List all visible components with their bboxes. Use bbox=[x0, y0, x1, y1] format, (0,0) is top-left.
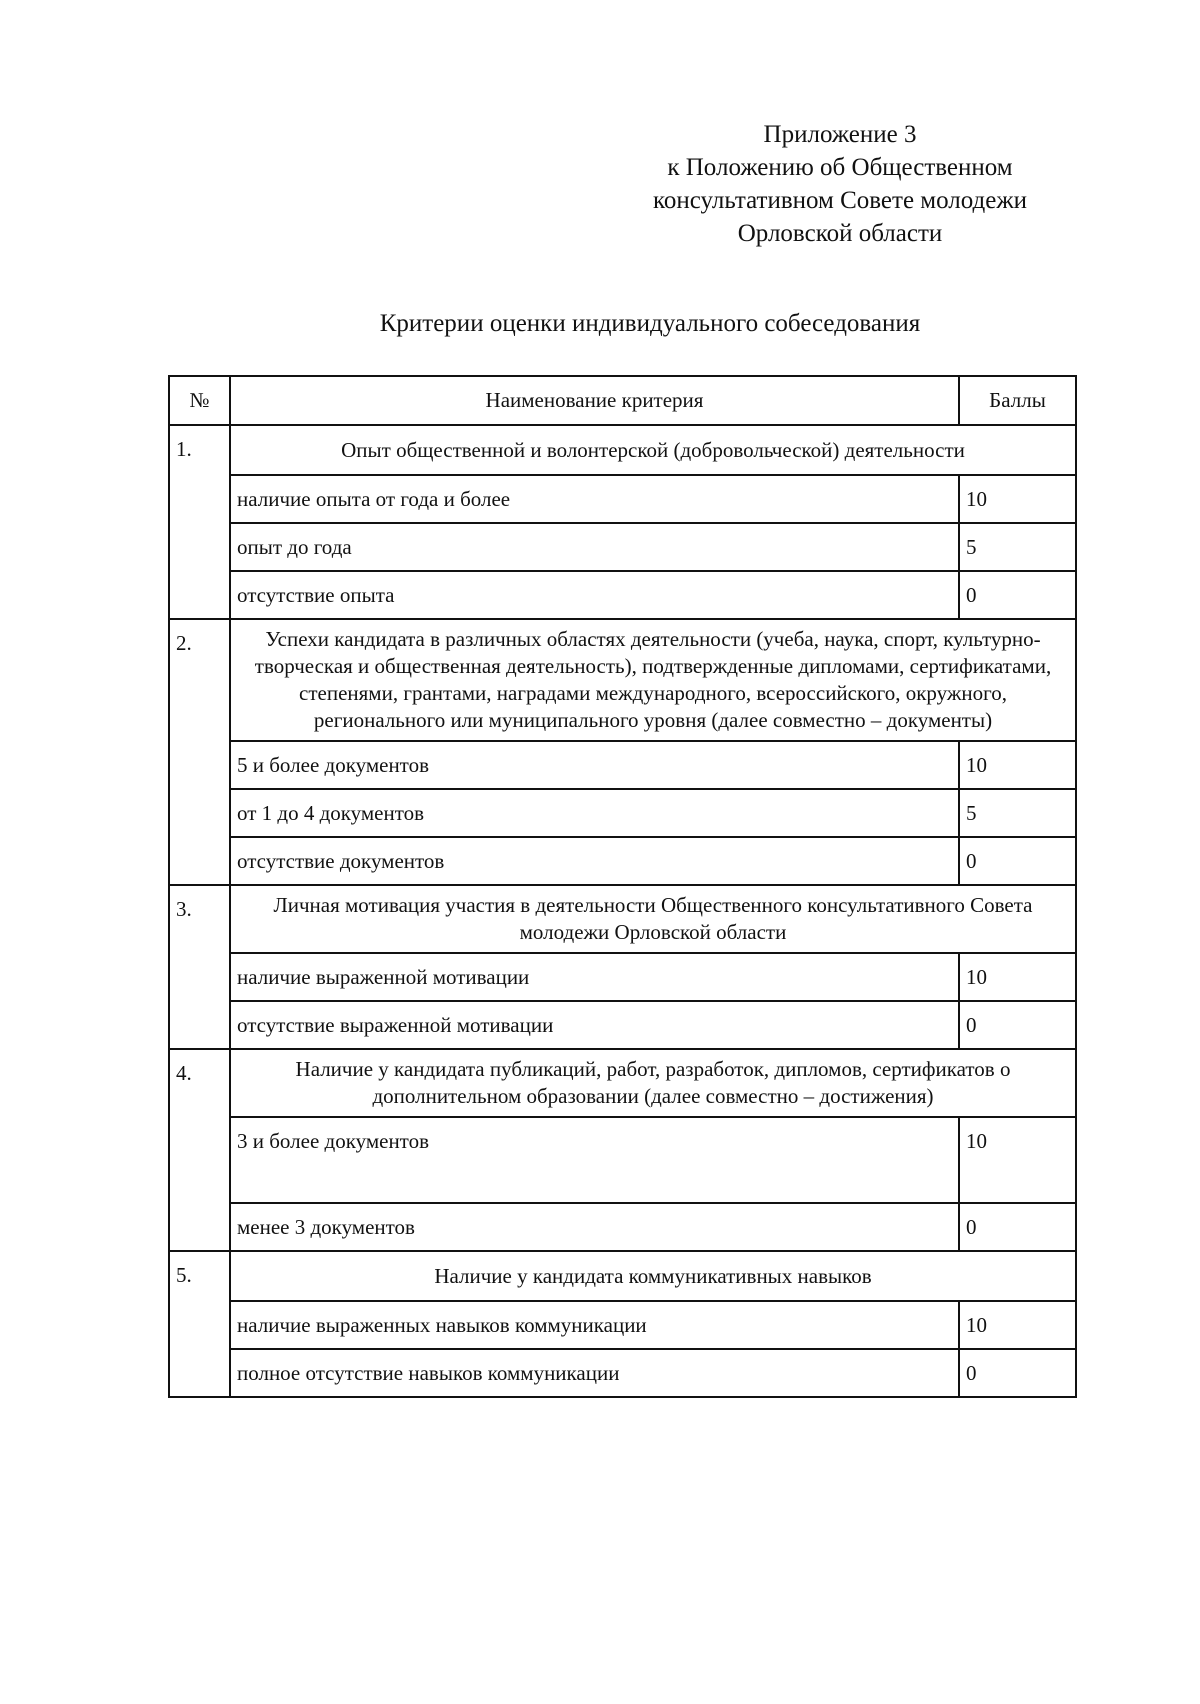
appendix-line: к Положению об Общественном bbox=[667, 154, 1013, 181]
option-points: 5 bbox=[959, 523, 1076, 571]
option-row bbox=[169, 1203, 1076, 1251]
document-title: Критерии оценки индивидуального собеседования bbox=[379, 310, 921, 337]
option-row bbox=[169, 1001, 1076, 1049]
option-points: 0 bbox=[959, 837, 1076, 885]
option-points: 10 bbox=[959, 953, 1076, 1001]
criterion-number: 5. bbox=[169, 1251, 230, 1397]
option-label: 5 и более документов bbox=[230, 741, 959, 789]
appendix-line: Орловской области bbox=[737, 220, 943, 247]
option-label: наличие выраженной мотивации bbox=[230, 953, 959, 1001]
option-label: отсутствие опыта bbox=[230, 571, 959, 619]
criterion-title: Успехи кандидата в различных областях деятельности (учеба, наука, спорт, культурно-творческая и общественная деятельность), подтвержденные дипломами, сертификатами, степенями, грантами, наградами международного, всероссийского, окружного, регионального или муниципального уровня (далее совместно – документы) bbox=[230, 619, 1076, 741]
criteria-table bbox=[168, 375, 1077, 1398]
criterion-number: 1. bbox=[169, 425, 230, 619]
option-points: 0 bbox=[959, 1349, 1076, 1397]
option-row bbox=[169, 789, 1076, 837]
option-label: опыт до года bbox=[230, 523, 959, 571]
option-row bbox=[169, 837, 1076, 885]
option-row bbox=[169, 953, 1076, 1001]
criterion-title: Личная мотивация участия в деятельности Общественного консультативного Совета молодежи Орловской области bbox=[230, 885, 1076, 953]
criterion-number: 3. bbox=[169, 885, 230, 1049]
criterion-group-row bbox=[169, 1251, 1076, 1301]
criterion-title: Наличие у кандидата публикаций, работ, разработок, дипломов, сертификатов о дополнительном образовании (далее совместно – достижения) bbox=[230, 1049, 1076, 1117]
option-label: отсутствие выраженной мотивации bbox=[230, 1001, 959, 1049]
criterion-number: 2. bbox=[169, 619, 230, 885]
header-criterion-name: Наименование критерия bbox=[230, 376, 959, 425]
option-points: 0 bbox=[959, 1001, 1076, 1049]
option-label: 3 и более документов bbox=[230, 1117, 959, 1203]
appendix-line: Приложение 3 bbox=[763, 121, 917, 148]
option-row bbox=[169, 1301, 1076, 1349]
appendix-line: консультативном Совете молодежи bbox=[652, 187, 1028, 214]
option-row bbox=[169, 741, 1076, 789]
criterion-title: Опыт общественной и волонтерской (добровольческой) деятельности bbox=[230, 425, 1076, 475]
option-label: от 1 до 4 документов bbox=[230, 789, 959, 837]
option-label: наличие опыта от года и более bbox=[230, 475, 959, 523]
option-label: менее 3 документов bbox=[230, 1203, 959, 1251]
option-points: 10 bbox=[959, 1117, 1076, 1203]
option-label: наличие выраженных навыков коммуникации bbox=[230, 1301, 959, 1349]
option-label: полное отсутствие навыков коммуникации bbox=[230, 1349, 959, 1397]
option-points: 0 bbox=[959, 1203, 1076, 1251]
criterion-group-row bbox=[169, 619, 1076, 741]
option-points: 0 bbox=[959, 571, 1076, 619]
criterion-number: 4. bbox=[169, 1049, 230, 1251]
table-header-row bbox=[169, 376, 1076, 425]
option-points: 10 bbox=[959, 475, 1076, 523]
criterion-group-row bbox=[169, 1049, 1076, 1117]
header-points: Баллы bbox=[959, 376, 1076, 425]
option-row bbox=[169, 475, 1076, 523]
option-label: отсутствие документов bbox=[230, 837, 959, 885]
option-row bbox=[169, 571, 1076, 619]
option-points: 5 bbox=[959, 789, 1076, 837]
option-points: 10 bbox=[959, 741, 1076, 789]
option-row bbox=[169, 1117, 1076, 1203]
criterion-group-row bbox=[169, 425, 1076, 475]
criterion-group-row bbox=[169, 885, 1076, 953]
appendix-header bbox=[610, 118, 1070, 250]
option-points: 10 bbox=[959, 1301, 1076, 1349]
criterion-title: Наличие у кандидата коммуникативных навыков bbox=[230, 1251, 1076, 1301]
option-row bbox=[169, 523, 1076, 571]
option-row bbox=[169, 1349, 1076, 1397]
header-num: № bbox=[169, 376, 230, 425]
